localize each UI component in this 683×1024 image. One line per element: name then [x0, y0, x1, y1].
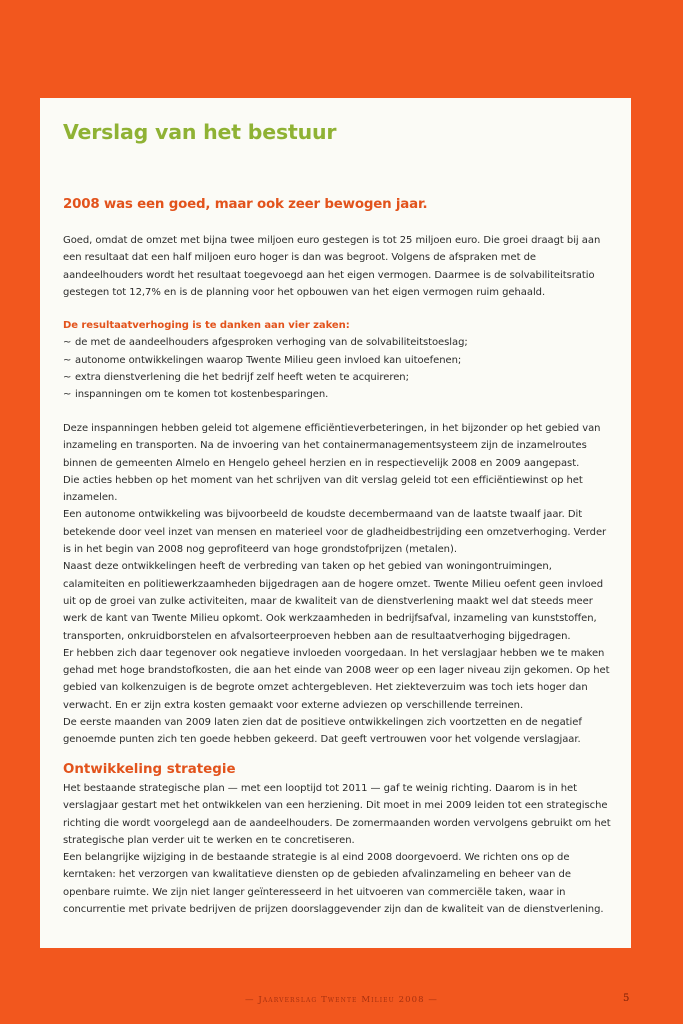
body-paragraph: Een autonome ontwikkeling was bijvoorbeeld de koudste decembermaand van de laatste twaalf jaar. Dit betekende door veel inzet van mensen en materieel voor de gladheidbestrijding een omzetverhoging. Verder is in het begin van 2008 nog geprofiteerd van hoge grondstofprijzen (metalen).: [63, 509, 607, 556]
list-item: ~ autonome ontwikkelingen waarop Twente Milieu geen invloed kan uitoefenen;: [63, 352, 611, 369]
factors-list: [63, 334, 611, 403]
factors-block: [63, 317, 611, 403]
intro-paragraph-block: [63, 232, 611, 301]
page-title: Verslag van het bestuur: [63, 120, 337, 144]
document-page: [40, 98, 631, 948]
body-paragraph: Het bestaande strategische plan — met een looptijd tot 2011 — gaf te weinig richting. Daarom is in het verslagjaar gestart met het ontwikkelen van een herziening. Dit moet in mei 2009 leiden tot een strategische richting die wordt voorgelegd aan de aandeelhouders. De zomermaanden worden vervolgens gebruikt om het strategische plan verder uit te werken en te concretiseren.: [63, 783, 611, 846]
page-number: 5: [623, 993, 630, 1004]
list-item: ~ inspanningen om te komen tot kostenbesparingen.: [63, 386, 611, 403]
list-item: ~ extra dienstverlening die het bedrijf zelf heeft weten te acquireren;: [63, 369, 611, 386]
list-item: ~ de met de aandeelhouders afgesproken verhoging van de solvabiliteitstoeslag;: [63, 334, 611, 351]
body-paragraph: De eerste maanden van 2009 laten zien dat de positieve ontwikkelingen zich voortzetten en de negatief genoemde punten zich ten goede hebben gekeerd. Dat geeft vertrouwen voor het volgende verslagjaar.: [63, 717, 582, 746]
body-paragraph: Naast deze ontwikkelingen heeft de verbreding van taken op het gebied van woningontruimingen, calamiteiten en politiewerkzaamheden bijgedragen aan de hogere omzet. Twente Milieu oefent geen invloed uit op de groei van zulke activiteiten, maar de kwaliteit van de dienstverlening maakt wel dat steeds meer werk de kant van Twente Milieu opkomt. Ook werkzaamheden in bedrijfsafval, inzameling van kunststoffen, transporten, onkruidborstelen en afvalsorteerproeven hebben aan de resultaatverhoging bijgedragen.: [63, 561, 604, 642]
section-subtitle: 2008 was een goed, maar ook zeer bewogen jaar.: [63, 197, 428, 212]
body-paragraph: Een belangrijke wijziging in de bestaande strategie is al eind 2008 doorgevoerd. We richten ons op de kerntaken: het verzorgen van kwalitatieve diensten op de gebieden afvalinzameling en beheer van de openbare ruimte. We zijn niet langer geïnteresseerd in het uitvoeren van commerciële taken, waar in concurrentie met private bedrijven de prijzen doorslaggevender zijn dan de kwaliteit van de dienstverlening.: [63, 852, 604, 916]
factors-heading: De resultaatverhoging is te danken aan vier zaken:: [63, 320, 350, 331]
body-paragraph: Er hebben zich daar tegenover ook negatieve invloeden voorgedaan. In het verslagjaar hebben we te maken gehad met hoge brandstofkosten, die aan het einde van 2008 weer op een lager niveau zijn gekomen. Op het gebied van kolkenzuigen is de begrote omzet achtergebleven. Het ziekteverzuim was toch iets hoger dan verwacht. En er zijn extra kosten gemaakt voor externe adviezen op verschillende terreinen.: [63, 647, 610, 711]
body-paragraph: Die acties hebben op het moment van het schrijven van dit verslag geleid tot een efficiëntiewinst op het inzamelen.: [63, 474, 583, 504]
body-paragraph: Deze inspanningen hebben geleid tot algemene efficiëntieverbeteringen, in het bijzonder op het gebied van inzameling en transporten. Na de invoering van het containermanagementsysteem zijn de inzamelroutes binnen de gemeenten Almelo en Hengelo geheel herzien en in respectievelijk 2008 en 2009 aangepast.: [63, 423, 601, 469]
footer-running-title: — Jaarverslag Twente Milieu 2008 —: [244, 995, 439, 1005]
intro-paragraph: Goed, omdat de omzet met bijna twee miljoen euro gestegen is tot 25 miljoen euro. Die groei draagt bij aan een resultaat dat een half miljoen euro hoger is dan was begroot. Volgens de afspraken met de aandeelhouders wordt het resultaat toegevoegd aan het eigen vermogen. Daarmee is de solvabiliteitsratio gestegen tot 12,7% en is de planning voor het opbouwen van het eigen vermogen ruim gehaald.: [63, 235, 601, 298]
strategy-heading: Ontwikkeling strategie: [63, 762, 236, 777]
main-text-block: [63, 420, 611, 749]
strategy-text-block: [63, 780, 611, 918]
